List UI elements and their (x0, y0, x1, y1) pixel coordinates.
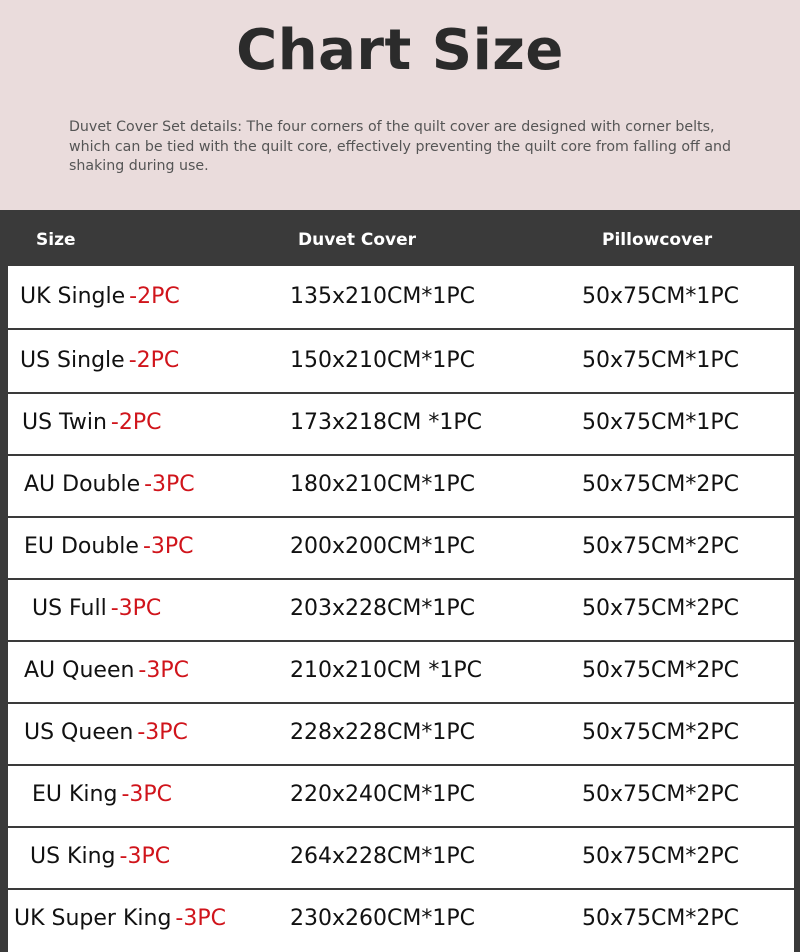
size-cell (14, 906, 226, 931)
pillow-cell: 50x75CM*1PC (582, 348, 739, 373)
size-cell (24, 658, 189, 683)
size-name: UK Super King (14, 906, 172, 931)
piece-count: -3PC (121, 782, 173, 807)
size-name: EU Double (24, 534, 139, 559)
size-name: UK Single (20, 284, 126, 309)
table-row (8, 826, 794, 890)
pillow-cell: 50x75CM*2PC (582, 720, 739, 745)
piece-count: -2PC (129, 284, 180, 309)
size-cell (22, 410, 161, 435)
page-title: Chart Size (236, 18, 564, 83)
table-row (8, 266, 794, 330)
duvet-cell: 180x210CM*1PC (290, 472, 475, 497)
piece-count: -3PC (175, 906, 226, 931)
size-name: AU Double (24, 472, 141, 497)
size-cell (20, 284, 180, 309)
pillow-cell: 50x75CM*2PC (582, 906, 739, 931)
duvet-cell: 173x218CM *1PC (290, 410, 482, 435)
duvet-cell: 150x210CM*1PC (290, 348, 475, 373)
size-name: US Single (20, 348, 125, 373)
table-row (8, 330, 794, 394)
duvet-cell: 203x228CM*1PC (290, 596, 475, 621)
pillow-cell: 50x75CM*2PC (582, 844, 739, 869)
size-cell (24, 534, 194, 559)
size-cell (24, 472, 195, 497)
piece-count: -3PC (138, 658, 189, 683)
size-cell (30, 844, 170, 869)
piece-count: -3PC (137, 720, 188, 745)
table-row (8, 702, 794, 766)
pillow-cell: 50x75CM*1PC (582, 284, 739, 309)
piece-count: -3PC (142, 534, 194, 559)
table-header (0, 210, 800, 266)
table-row (8, 764, 794, 828)
pillow-cell: 50x75CM*2PC (582, 658, 739, 683)
table-row (8, 516, 794, 580)
details-text: Duvet Cover Set details: The four corners of the quilt cover are designed with corner belts, which can be tied with the quilt core, effectively preventing the quilt core from falling off and shaking during use. (69, 119, 732, 174)
size-name: AU Queen (24, 658, 135, 683)
duvet-cell: 264x228CM*1PC (290, 844, 475, 869)
piece-count: -3PC (144, 472, 195, 497)
duvet-cell: 210x210CM *1PC (290, 658, 482, 683)
pillow-cell: 50x75CM*2PC (582, 534, 739, 559)
size-name: US Full (32, 596, 107, 621)
duvet-cell: 230x260CM*1PC (290, 906, 475, 931)
size-name: US Queen (24, 720, 134, 745)
header-pillowcover: Pillowcover (602, 230, 713, 250)
header-duvet-cover: Duvet Cover (298, 230, 417, 250)
size-name: US King (30, 844, 116, 869)
duvet-cell: 220x240CM*1PC (290, 782, 475, 807)
size-cell (32, 782, 172, 807)
size-cell (24, 720, 188, 745)
piece-count: -2PC (128, 348, 180, 373)
duvet-cell: 200x200CM*1PC (290, 534, 475, 559)
size-name: EU King (32, 782, 118, 807)
table-row (8, 454, 794, 518)
size-name: US Twin (22, 410, 107, 435)
piece-count: -2PC (110, 410, 162, 435)
table-body (8, 266, 794, 952)
pillow-cell: 50x75CM*2PC (582, 782, 739, 807)
duvet-cell: 135x210CM*1PC (290, 284, 475, 309)
piece-count: -3PC (110, 596, 162, 621)
piece-count: -3PC (119, 844, 171, 869)
table-row (8, 888, 794, 950)
size-cell (20, 348, 179, 373)
size-cell (32, 596, 161, 621)
pillow-cell: 50x75CM*1PC (582, 410, 739, 435)
header-banner (0, 0, 800, 210)
table-row (8, 578, 794, 642)
pillow-cell: 50x75CM*2PC (582, 472, 739, 497)
size-table (0, 210, 800, 952)
pillow-cell: 50x75CM*2PC (582, 596, 739, 621)
duvet-cell: 228x228CM*1PC (290, 720, 475, 745)
table-row (8, 392, 794, 456)
table-row (8, 640, 794, 704)
header-size: Size (36, 230, 76, 250)
